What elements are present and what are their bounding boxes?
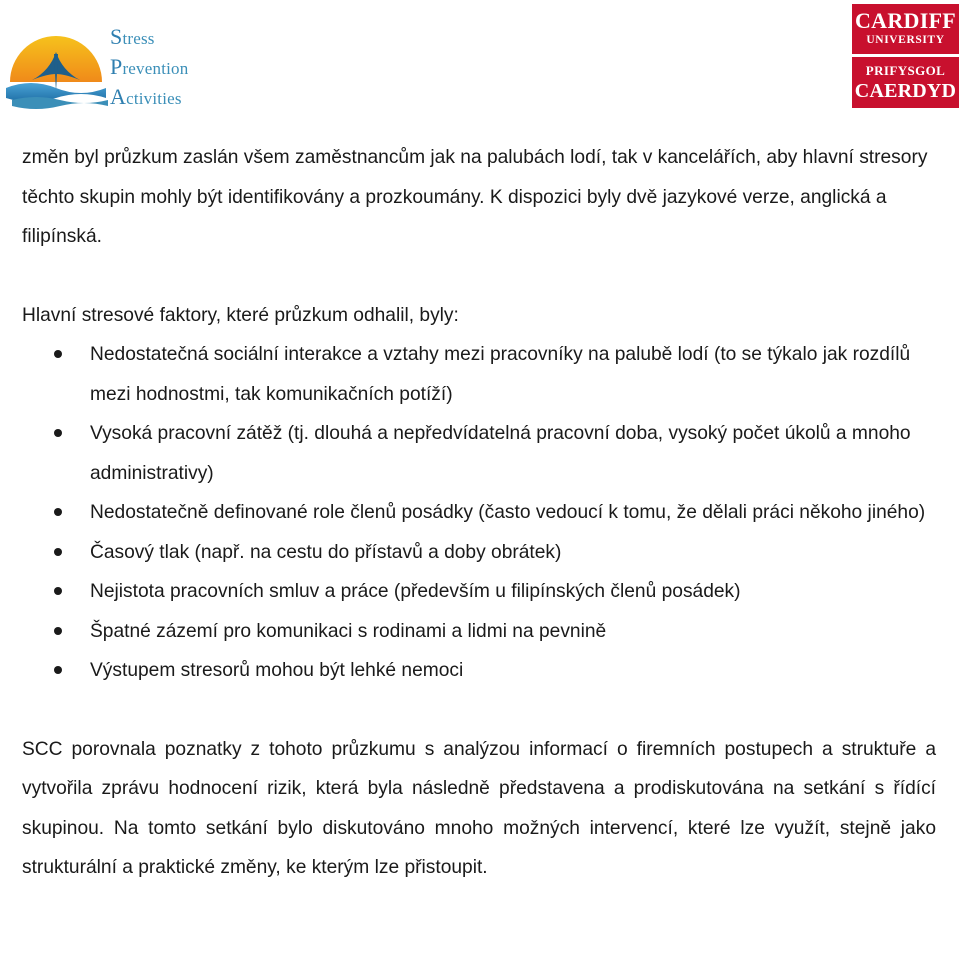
list-item: Nejistota pracovních smluv a práce (především u filipínských členů posádek) xyxy=(22,572,936,612)
bullet-icon xyxy=(54,508,62,516)
stressors-lead: Hlavní stresové faktory, které průzkum odhalil, byly: xyxy=(22,304,459,326)
conclusion-paragraph: SCC porovnala poznatky z tohoto průzkumu s analýzou informací o firemních postupech a struktuře a vytvořila zprávu hodnocení rizik, která byla následně představena a prodiskutována na setkání s řídící skupinou. Na tomto setkání bylo diskutováno mnoho možných intervencí, které lze využít, stejně jako strukturální a praktické změny, ke kterým lze přistoupit. xyxy=(22,738,936,878)
cardiff-university-logo xyxy=(852,4,959,108)
logo-word-prevention: Prevention xyxy=(110,54,189,79)
list-item: Vysoká pracovní zátěž (tj. dlouhá a nepředvídatelná pracovní doba, vysoký počet úkolů a mnoho administrativy) xyxy=(22,414,936,493)
bullet-icon xyxy=(54,666,62,674)
bullet-icon xyxy=(54,350,62,358)
cardiff-logo-line1: CARDIFF xyxy=(854,8,957,33)
bullet-icon xyxy=(54,548,62,556)
cardiff-logo-line3: PRIFYSGOL xyxy=(865,63,946,78)
stress-prevention-activities-logo xyxy=(6,14,206,114)
list-item: Nedostatečně definované role členů posádky (často vedoucí k tomu, že dělali práci někoho jiného) xyxy=(22,493,936,533)
list-item: Časový tlak (např. na cestu do přístavů a doby obrátek) xyxy=(22,533,936,573)
cardiff-logo-welsh xyxy=(852,57,959,108)
cardiff-logo-line4: CAERDYD xyxy=(854,80,957,102)
document-body xyxy=(22,138,936,888)
cardiff-logo-english xyxy=(852,4,959,54)
cardiff-logo-line2: UNIVERSITY xyxy=(866,34,945,46)
bullet-icon xyxy=(54,587,62,595)
list-item: Nedostatečná sociální interakce a vztahy mezi pracovníky na palubě lodí (to se týkalo jak rozdílů mezi hodnostmi, tak komunikačních potíží) xyxy=(22,335,936,414)
page-header xyxy=(0,0,960,120)
bullet-icon xyxy=(54,627,62,635)
logo-word-activities: Activities xyxy=(110,84,182,109)
logo-word-stress: Stress xyxy=(110,24,155,49)
list-item: Výstupem stresorů mohou být lehké nemoci xyxy=(22,651,936,691)
intro-paragraph: změn byl průzkum zaslán všem zaměstnancům jak na palubách lodí, tak v kancelářích, aby hlavní stresory těchto skupin mohly být identifikovány a prozkoumány. K dispozici byly dvě jazykové verze, anglická a filipínská. xyxy=(22,147,928,247)
list-item: Špatné zázemí pro komunikaci s rodinami a lidmi na pevnině xyxy=(22,612,936,652)
stressors-list xyxy=(22,335,936,691)
bullet-icon xyxy=(54,429,62,437)
